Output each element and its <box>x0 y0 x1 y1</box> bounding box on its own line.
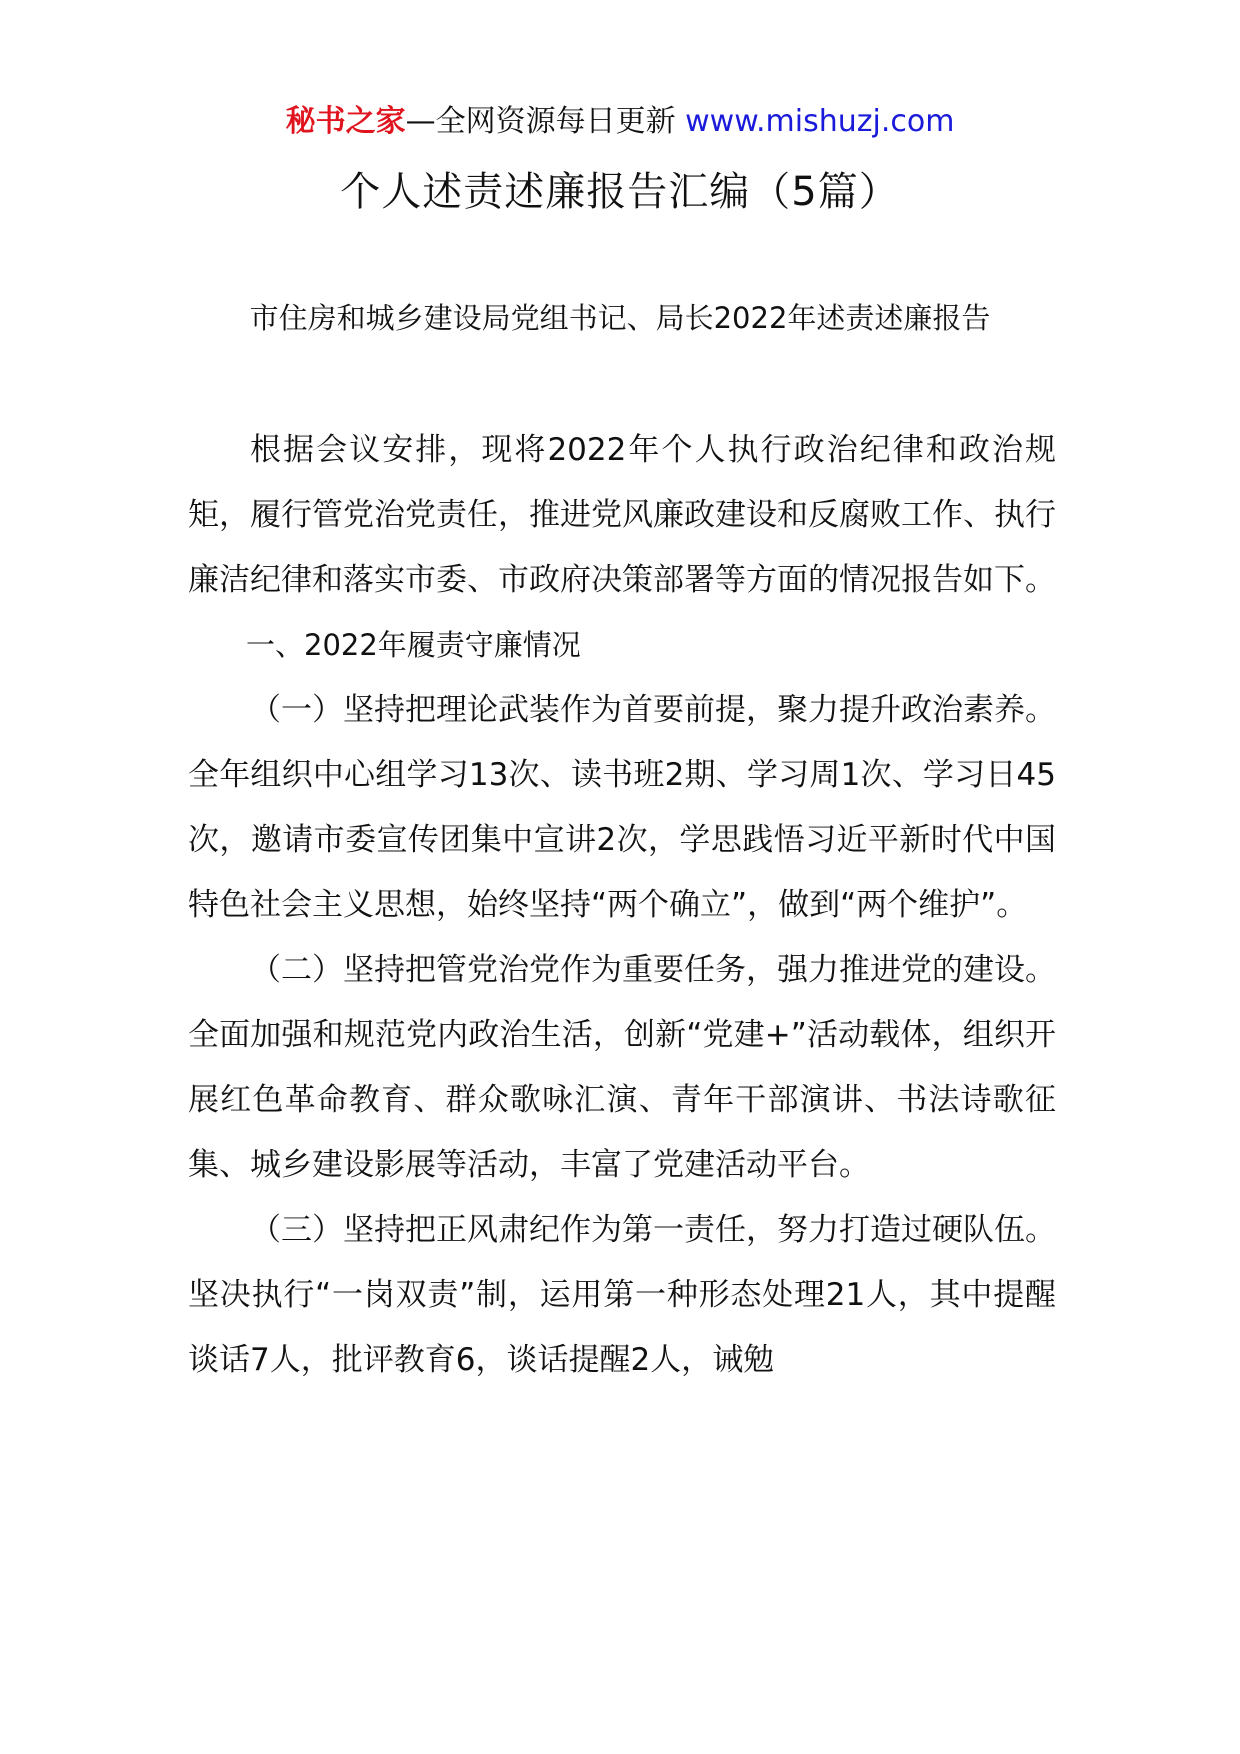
report-body <box>188 418 1056 1393</box>
brand-name: 秘书之家 <box>285 104 406 139</box>
body-paragraph: （二）坚持把管党治党作为重要任务，强力推进党的建设。全面加强和规范党内政治生活，创新“党建+”活动载体，组织开展红色革命教育、群众歌咏汇演、青年干部演讲、书法诗歌征集、城乡建设影展等活动，丰富了党建活动平台。 <box>188 952 1056 1183</box>
site-url-link[interactable]: www.mishuzj.com <box>685 104 955 139</box>
report-subtitle: 市住房和城乡建设局党组书记、局长2022年述责述廉报告 <box>249 301 991 335</box>
header-slogan: —全网资源每日更新 <box>405 104 676 139</box>
body-paragraph: （一）坚持把理论武装作为首要前提，聚力提升政治素养。全年组织中心组学习13次、读书班2期、学习周1次、学习日45次，邀请市委宣传团集中宣讲2次，学思践悟习近平新时代中国特色社会主义思想，始终坚持“两个确立”，做到“两个维护”。 <box>188 692 1056 923</box>
body-paragraph: （三）坚持把正风肃纪作为第一责任，努力打造过硬队伍。坚决执行“一岗双责”制，运用第一种形态处理21人，其中提醒谈话7人，批评教育6，谈话提醒2人，诫勉 <box>188 1212 1056 1378</box>
section-heading: 一、2022年履责守廉情况 <box>246 628 581 662</box>
site-header <box>0 100 1240 144</box>
document-title: 个人述责述廉报告汇编（5篇） <box>340 169 900 215</box>
intro-paragraph: 根据会议安排，现将2022年个人执行政治纪律和政治规矩，履行管党治党责任，推进党风廉政建设和反腐败工作、执行廉洁纪律和落实市委、市政府决策部署等方面的情况报告如下。 <box>188 432 1056 598</box>
